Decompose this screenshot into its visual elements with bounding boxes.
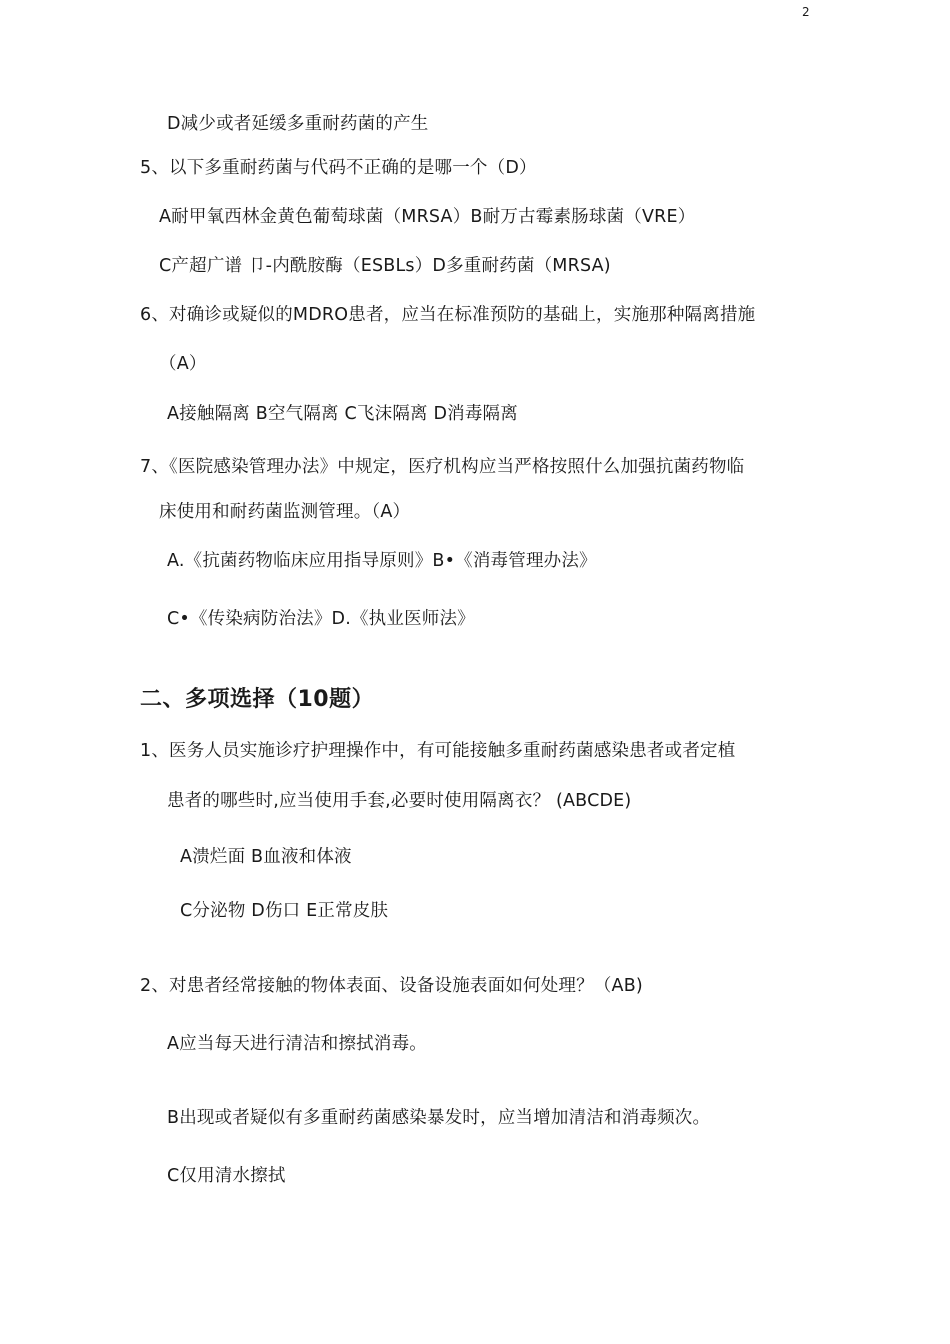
mc-question-2-option-c: C仅用清水擦拭 [167,1166,286,1186]
mc-question-1-stem-line2: 患者的哪些时,应当使用手套,必要时使用隔离衣？ (ABCDE) [167,791,632,811]
question-5-options-ab: A耐甲氧西林金黄色葡萄球菌（MRSA）B耐万古霉素肠球菌（VRE） [159,207,696,227]
page-number: 2 [802,5,810,19]
mc-question-2-option-a: A应当每天进行清洁和擦拭消毒。 [167,1034,427,1054]
question-7-stem-line2: 床使用和耐药菌监测管理。（A） [159,502,411,522]
mc-question-1-options-cde: C分泌物 D伤口 E正常皮肤 [180,901,389,921]
mc-question-1-options-ab: A溃烂面 B血液和体液 [180,847,352,867]
question-5-stem: 5、以下多重耐药菌与代码不正确的是哪一个（D） [140,158,537,178]
question-5-options-cd: C产超广谱 卩-内酰胺酶（ESBLs）D多重耐药菌（MRSA) [159,256,611,276]
question-6-stem-line2: （A） [159,354,207,374]
mc-question-2-option-b: B出现或者疑似有多重耐药菌感染暴发时，应当增加清洁和消毒频次。 [167,1108,711,1128]
question-6-options: A接触隔离 B空气隔离 C飞沫隔离 D消毒隔离 [167,404,518,424]
mc-question-2-stem: 2、对患者经常接触的物体表面、设备设施表面如何处理？（AB) [140,976,643,996]
question-7-options-cd: C•《传染病防治法》D.《执业医师法》 [167,609,475,629]
question-6-stem-line1: 6、对确诊或疑似的MDRO患者，应当在标准预防的基础上，实施那种隔离措施 [140,305,756,325]
section-heading-multiple-choice: 二、多项选择（10题） [140,687,375,712]
mc-question-1-stem-line1: 1、医务人员实施诊疗护理操作中，有可能接触多重耐药菌感染患者或者定植 [140,741,736,761]
question-7-options-ab: A.《抗菌药物临床应用指导原则》B•《消毒管理办法》 [167,551,597,571]
question-7-stem-line1: 7、《医院感染管理办法》中规定，医疗机构应当严格按照什么加强抗菌药物临 [140,457,745,477]
prev-question-option-d: D减少或者延缓多重耐药菌的产生 [167,114,429,134]
